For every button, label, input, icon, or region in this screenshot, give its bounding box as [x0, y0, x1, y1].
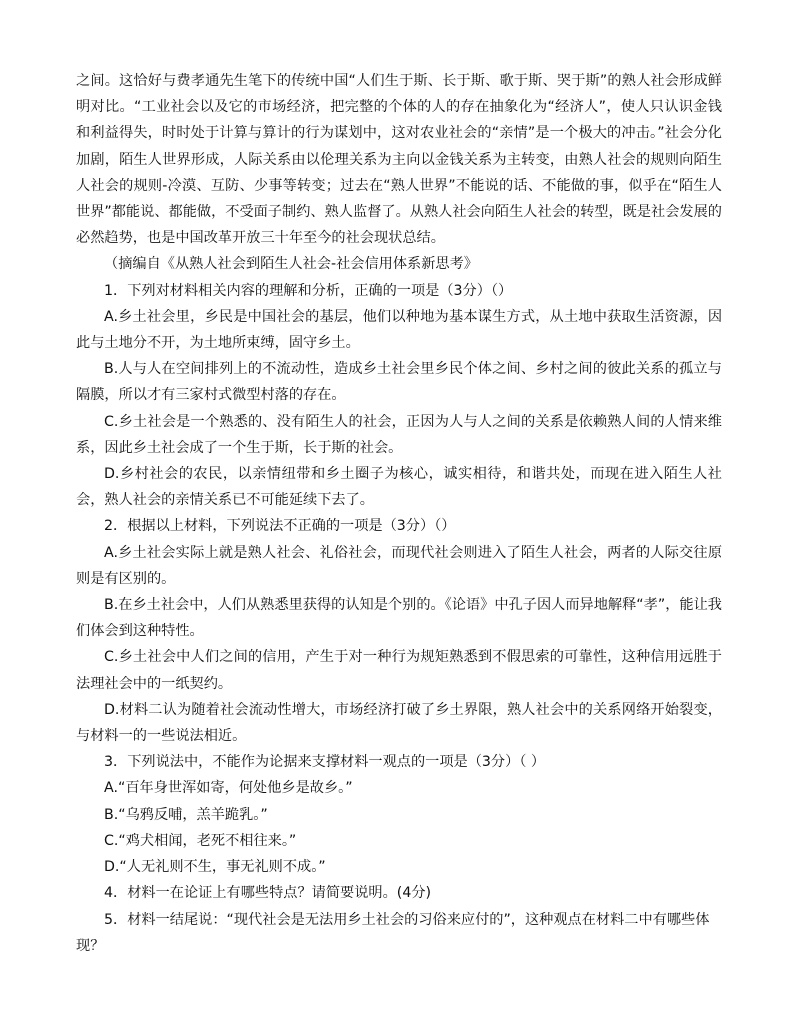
question-1 — [76, 278, 722, 514]
question-5 — [76, 907, 722, 959]
question-stem: 3．下列说法中，不能作为论据来支撑材料一观点的一项是（3分）（ ） — [104, 754, 546, 771]
option-d: D.乡村社会的农民，以亲情纽带和乡土圈子为核心，诚实相待，和谐共处，而现在进入陌生人社会，熟人社会的亲情关系已不可能延续下去了。 — [76, 466, 722, 509]
option-c: C.乡土社会是一个熟悉的、没有陌生人的社会，正因为人与人之间的关系是依赖熟人间的人情来维系，因此乡土社会成了一个生于斯，长于斯的社会。 — [76, 413, 722, 456]
question-stem: 1．下列对材料相关内容的理解和分析，正确的一项是（3分）（） — [104, 282, 513, 299]
option-c: C.乡土社会中人们之间的信用，产生于对一种行为规矩熟悉到不假思索的可靠性，这种信用远胜于法理社会中的一纸契约。 — [76, 649, 722, 692]
document-content — [76, 68, 722, 959]
passage-source: （摘编自《从熟人社会到陌生人社会-社会信用体系新思考》 — [104, 256, 478, 273]
passage-continuation: 之间。这恰好与费孝通先生笔下的传统中国“人们生于斯、长于斯、歌于斯、哭于斯”的熟人社会形成鲜明对比。“工业社会以及它的市场经济，把完整的个体的人的存在抽象化为“经济人”，使人只认识金钱和利益得失，时时处于计算与算计的行为谋划中，这对农业社会的“亲情”是一个极大的冲击。”社会分化加剧，陌生人世界形成，人际关系由以伦理关系为主向以金钱关系为主转变，由熟人社会的规则向陌生人社会的规则-冷漠、互防、少事等转变；过去在“熟人世界”不能说的话、不能做的事，似乎在“陌生人世界”都能说、都能做，不受面子制约、熟人监督了。从熟人社会向陌生人社会的转型，既是社会发展的必然趋势，也是中国改革开放三十年至今的社会现状总结。 — [76, 73, 722, 247]
option-b: B.“乌鸦反哺，羔羊跪乳。” — [104, 806, 268, 823]
option-b: B.在乡土社会中，人们从熟悉里获得的认知是个别的。《论语》中孔子因人而异地解释“孝”，能让我们体会到这种特性。 — [76, 597, 722, 640]
question-4 — [76, 880, 722, 906]
option-a: A.乡土社会实际上就是熟人社会、礼俗社会，而现代社会则进入了陌生人社会，两者的人际交往原则是有区别的。 — [76, 544, 722, 587]
option-a: A.乡土社会里，乡民是中国社会的基层，他们以种地为基本谋生方式，从土地中获取生活资源，因此与土地分不开，为土地所束缚，固守乡土。 — [76, 308, 722, 352]
question-stem: 4．材料一在论证上有哪些特点？请简要说明。(4分) — [104, 885, 432, 902]
option-d: D.“人无礼则不生，事无礼则不成。” — [104, 859, 326, 876]
question-3 — [76, 749, 722, 880]
option-d: D.材料二认为随着社会流动性增大，市场经济打破了乡土界限，熟人社会中的关系网络开始裂变，与材料一的一些说法相近。 — [76, 701, 722, 745]
option-b: B.人与人在空间排列上的不流动性，造成乡土社会里乡民个体之间、乡村之间的彼此关系的孤立与隔膜，所以才有三家村式微型村落的存在。 — [76, 361, 722, 404]
option-c: C.“鸡犬相闻，老死不相往来。” — [104, 832, 297, 849]
question-2 — [76, 513, 722, 749]
question-stem: 5．材料一结尾说：“现代社会是无法用乡土社会的习俗来应付的”，这种观点在材料二中有哪些体现？ — [76, 911, 710, 954]
question-stem: 2．根据以上材料，下列说法不正确的一项是（3分）（） — [104, 518, 456, 535]
option-a: A.“百年身世浑如寄，何处他乡是故乡。” — [104, 780, 353, 797]
